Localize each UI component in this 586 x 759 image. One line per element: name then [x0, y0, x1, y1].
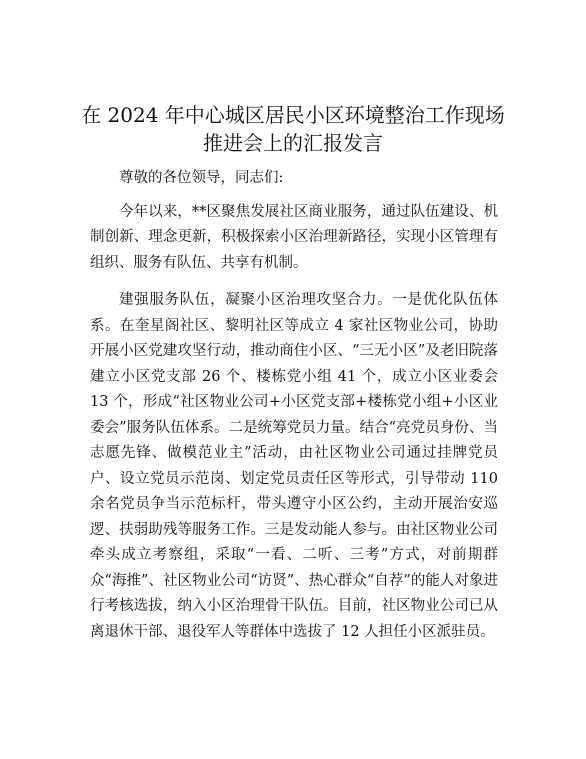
title-line-2: 推进会上的汇报发言 — [203, 131, 383, 155]
document-title — [60, 101, 526, 157]
intro-paragraph: 今年以来，**区聚焦发展社区商业服务，通过队伍建设、机制创新、理念更新，积极探索小区治理新路径，实现小区管理有组织、服务有队伍、共享有机制。 — [90, 203, 498, 271]
salutation-paragraph: 尊敬的各位领导，同志们: — [119, 170, 284, 186]
title-line-1: 在 2024 年中心城区居民小区环境整治工作现场 — [81, 103, 505, 127]
section-1-paragraph: 建强服务队伍，凝聚小区治理攻坚合力。一是优化队伍体系。在奎星阁社区、黎明社区等成立 4 家社区物业公司，协助开展小区党建攻坚行动，推动商住小区、“三无小区”及老旧院落建立小区党支部 26 个、楼栋党小组 41 个，成立小区业委会 13 个，形成“社区物业公司+小区党支部+楼栋党小组+小区业委会”服务队伍体系。二是统筹党员力量。结合“亮党员身份、当志愿先锋、做模范业主”活动，由社区物业公司通过挂牌党员户、设立党员示范岗、划定党员责任区等形式，引导带动 110 余名党员争当示范标杆，带头遵守小区公约，主动开展治安巡逻、扶弱助残等服务工作。三是发动能人参与。由社区物业公司牵头成立考察组，采取“一看、二听、三考”方式，对前期群众“海推”、社区物业公司“访贤”、热心群众“自荐”的能人对象进行考核选拔，纳入小区治理骨干队伍。目前，社区物业公司已从离退休干部、退役军人等群体中选拔了 12 人担任小区派驻员。 — [90, 292, 498, 640]
document-body — [90, 166, 498, 645]
